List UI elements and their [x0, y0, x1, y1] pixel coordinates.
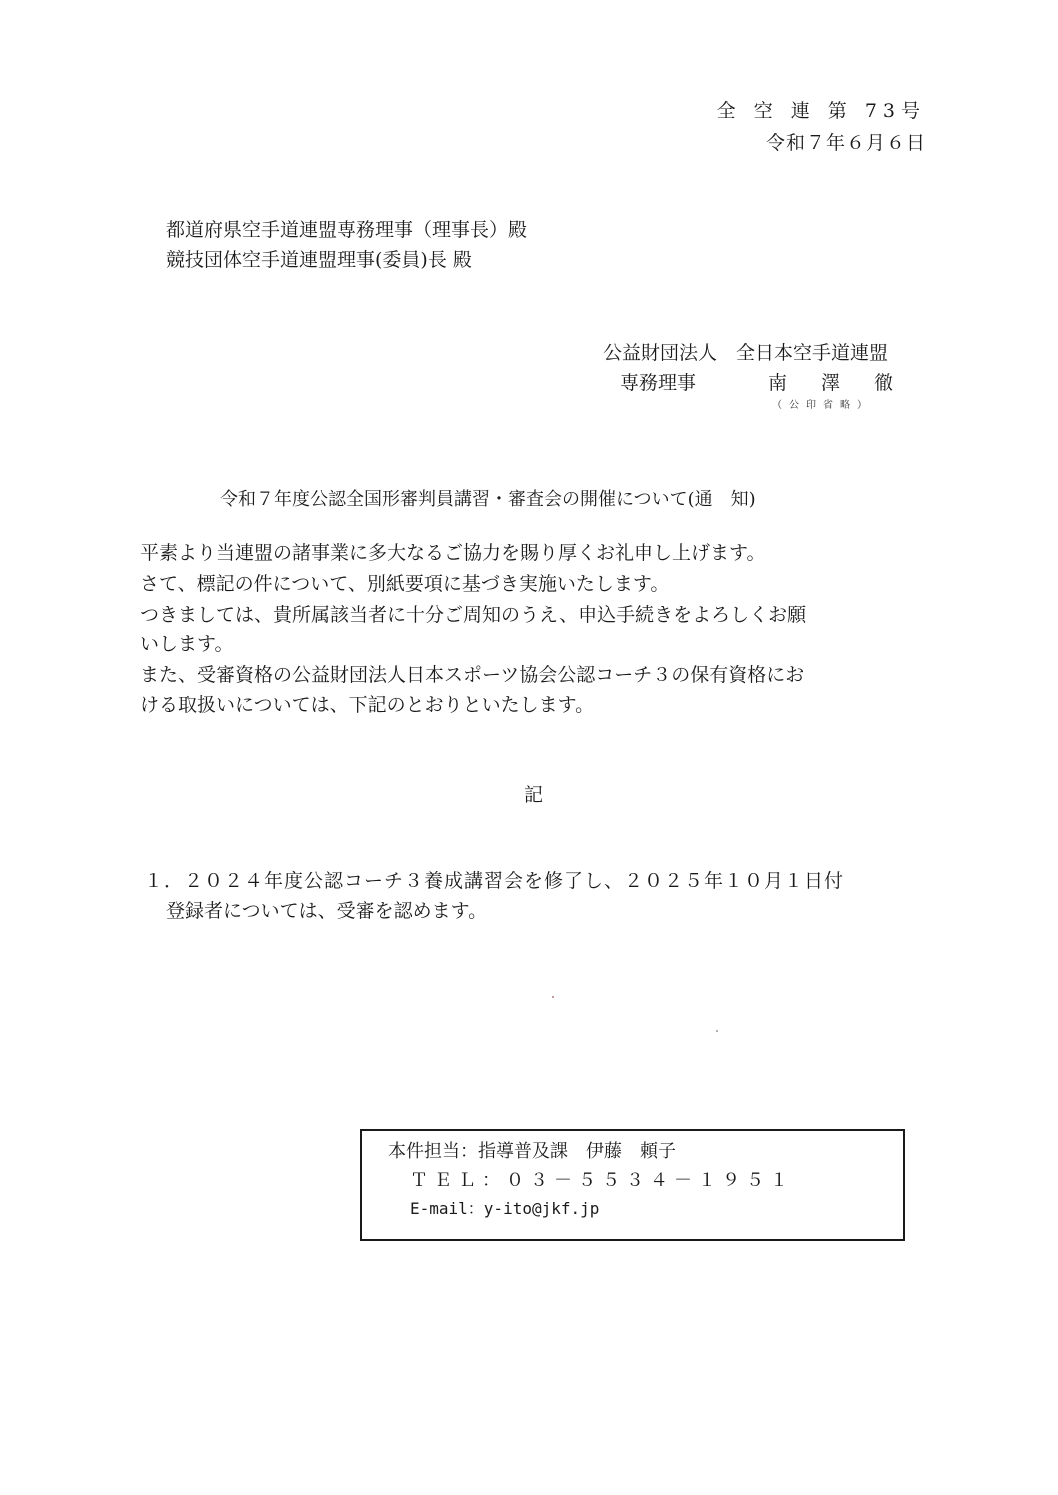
scan-speck [552, 996, 554, 998]
sender-name: 南 澤 徹 [768, 372, 908, 394]
contact-email[interactable]: E-mail：y-ito@jkf.jp [410, 1199, 600, 1218]
body-paragraph-4-line-1: また、受審資格の公益財団法人日本スポーツ協会公認コーチ３の保有資格にお [140, 664, 805, 686]
item-1-line-1: １．２０２４年度公認コーチ３養成講習会を修了し、２０２５年１０月１日付 [144, 870, 845, 892]
addressee-line-2: 競技団体空手道連盟理事(委員)長 殿 [166, 249, 472, 271]
document-date: 令和７年６月６日 [765, 132, 926, 154]
sender-organization: 公益財団法人 全日本空手道連盟 [603, 342, 889, 364]
item-1-line-2: 登録者については、受審を認めます。 [166, 900, 488, 922]
seal-omitted-note: （公印省略） [772, 400, 874, 411]
body-paragraph-4-line-2: ける取扱いについては、下記のとおりといたします。 [140, 694, 595, 716]
body-paragraph-3-line-2: いします。 [140, 633, 234, 655]
contact-person: 本件担当：指導普及課 伊藤 頼子 [388, 1141, 676, 1162]
contact-tel: ＴＥＬ：０３－５５３４－１９５１ [410, 1170, 794, 1191]
body-paragraph-2: さて、標記の件について、別紙要項に基づき実施いたします。 [140, 573, 670, 595]
addressee-line-1: 都道府県空手道連盟専務理事（理事長）殿 [166, 219, 528, 241]
scan-speck [716, 1030, 718, 1032]
ki-heading: 記 [524, 784, 544, 806]
body-paragraph-3-line-1: つきましては、貴所属該当者に十分ご周知のうえ、申込手続きをよろしくお願 [140, 604, 807, 626]
reference-number: 全 空 連 第 73号 [716, 100, 926, 122]
sender-title: 専務理事 [620, 372, 697, 394]
document-title: 令和７年度公認全国形審判員講習・審査会の開催について(通 知) [220, 489, 756, 510]
body-paragraph-1: 平素より当連盟の諸事業に多大なるご協力を賜り厚くお礼申し上げます。 [140, 542, 766, 564]
